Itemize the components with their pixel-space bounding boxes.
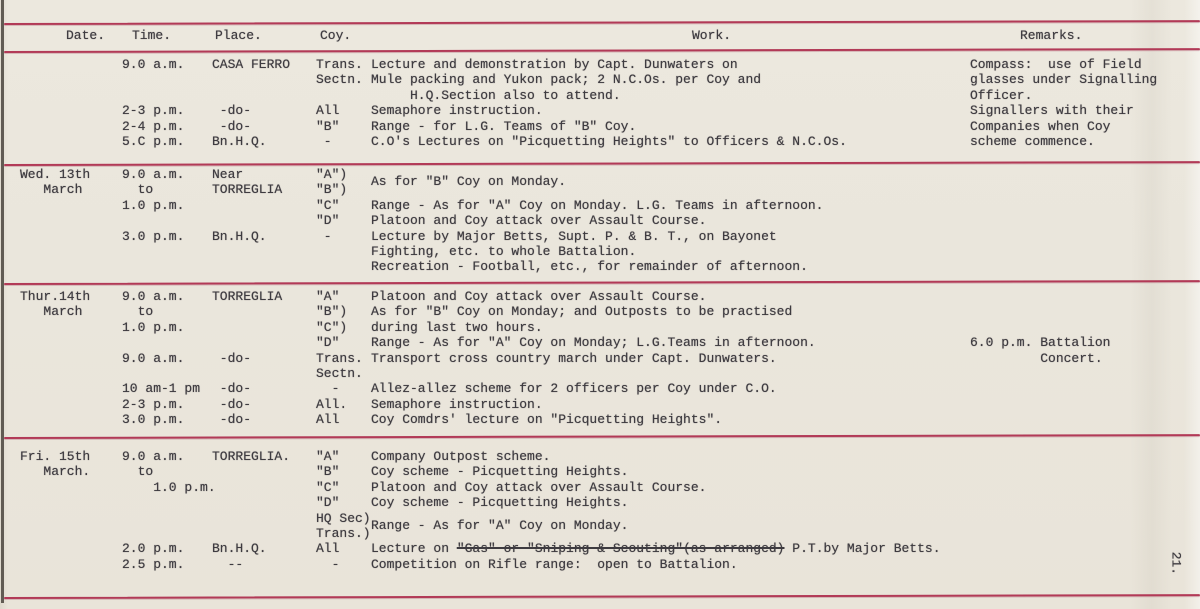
table-row	[0, 449, 1200, 464]
table-row	[0, 103, 1200, 118]
cell-coy: "D"	[316, 213, 340, 229]
table-row	[0, 119, 1200, 134]
cell-work: Coy Comdrs' lecture on "Picquetting Heights".	[371, 412, 723, 428]
cell-place: TORREGLIA.	[212, 449, 291, 464]
cell-remarks: Companies when Coy	[970, 118, 1111, 134]
table-row	[0, 526, 1200, 541]
cell-time: 2.0 p.m.	[122, 541, 185, 557]
cell-time: 1.0 p.m.	[122, 319, 185, 335]
cell-place: -do-	[212, 103, 252, 119]
cell-work: Range - As for "A" Coy on Monday. L.G. Teams in afternoon.	[371, 197, 824, 213]
red-rule-section-divider	[4, 434, 1200, 439]
cell-time: 9.0 a.m.	[122, 350, 185, 366]
cell-work: Allez-allez scheme for 2 officers per Coy under C.O.	[371, 381, 777, 397]
cell-coy: "A"	[316, 289, 340, 304]
cell-coy: All	[316, 103, 340, 119]
cell-coy: Sectn.	[316, 365, 363, 381]
cell-coy: "B"	[316, 464, 340, 480]
cell-time: 1.0 p.m.	[122, 197, 185, 213]
cell-coy: All	[316, 541, 340, 557]
cell-work: Transport cross country march under Capt. Dunwaters.	[371, 350, 777, 366]
cell-coy: "B")	[316, 304, 348, 320]
cell-coy: "C"	[316, 479, 340, 495]
cell-coy: Trans.	[316, 350, 363, 366]
cell-time: 1.0 p.m.	[122, 479, 216, 495]
cell-time: 9.0 a.m.	[122, 57, 185, 72]
cell-place: -do-	[212, 118, 252, 134]
table-row	[0, 229, 1200, 244]
cell-work: Platoon and Coy attack over Assault Course.	[371, 289, 707, 304]
cell-work: As for "B" Coy on Monday; and Outposts to be practised	[371, 304, 793, 320]
cell-coy: All	[316, 412, 340, 428]
red-rule-section-divider	[4, 161, 1200, 166]
cell-coy: -	[316, 228, 332, 244]
cell-time: 2-3 p.m.	[122, 396, 185, 412]
table-row	[0, 412, 1200, 427]
table-row	[0, 57, 1200, 72]
table-row	[0, 289, 1200, 304]
cell-coy: -	[316, 133, 332, 149]
cell-remarks: Compass: use of Field	[970, 57, 1142, 72]
table-row	[0, 480, 1200, 495]
cell-time: 2-3 p.m.	[122, 103, 185, 119]
cell-work: Coy scheme - Picquetting Heights.	[371, 464, 629, 480]
cell-remarks: glasses under Signalling	[970, 72, 1158, 88]
cell-coy: -	[316, 556, 340, 572]
cell-work: Company Outpost scheme.	[371, 449, 551, 464]
table-row	[0, 213, 1200, 228]
cell-remarks: 6.0 p.m. Battalion	[970, 335, 1111, 351]
cell-place: CASA FERRO	[212, 57, 291, 72]
cell-work: As for "B" Coy on Monday.	[371, 174, 567, 189]
cell-time: 2.5 p.m.	[122, 556, 185, 572]
table-row	[0, 495, 1200, 510]
cell-coy: "D"	[316, 335, 340, 351]
cell-time: 9.0 a.m.	[122, 449, 185, 464]
schedule-section-wed-13th	[0, 167, 1200, 275]
cell-place: -do-	[212, 350, 252, 366]
cell-place: -do-	[212, 381, 252, 397]
cell-work: during last two hours.	[371, 319, 543, 335]
cell-date: March	[20, 304, 83, 320]
table-row	[0, 182, 1200, 197]
cell-remarks: Signallers with their	[970, 103, 1134, 119]
cell-time: to	[122, 182, 154, 198]
cell-coy: "B"	[316, 118, 340, 134]
table-row	[0, 320, 1200, 335]
red-rule-section-divider	[4, 280, 1200, 285]
cell-work: Semaphore instruction.	[371, 396, 543, 412]
cell-coy: HQ Sec)	[316, 510, 371, 526]
cell-place: TORREGLIA	[212, 182, 283, 198]
table-row	[0, 557, 1200, 572]
cell-time: 3.0 p.m.	[122, 228, 185, 244]
cell-remarks: scheme commence.	[970, 133, 1095, 149]
cell-coy: Trans.)	[316, 525, 371, 541]
cell-time: 5.C p.m.	[122, 133, 185, 149]
column-header-date: Date.	[66, 28, 106, 43]
work-text: P.T.by Major Betts.	[784, 541, 941, 557]
table-header-row	[0, 28, 1200, 44]
cell-place: --	[212, 556, 244, 572]
cell-coy: "A")	[316, 167, 348, 182]
cell-coy: Trans.	[316, 57, 363, 72]
table-row	[0, 244, 1200, 259]
red-rule-header-bottom	[4, 48, 1200, 53]
cell-work: C.O's Lectures on "Picquetting Heights" to Officers & N.C.Os.	[371, 133, 847, 149]
cell-work: Lecture and demonstration by Capt. Dunwaters on	[371, 57, 738, 72]
cell-place: -do-	[212, 412, 252, 428]
cell-place: TORREGLIA	[212, 289, 283, 304]
strikethrough-text: "Gas" or "Sniping & Scouting"(as arranged)	[456, 541, 785, 557]
cell-work: Mule packing and Yukon pack; 2 N.C.Os. per Coy and	[371, 72, 762, 88]
cell-work: Range - for L.G. Teams of "B" Coy.	[371, 118, 637, 134]
cell-work: Range - As for "A" Coy on Monday; L.G.Teams in afternoon.	[371, 335, 816, 351]
table-row	[0, 304, 1200, 319]
cell-work	[371, 541, 941, 556]
cell-coy: All.	[316, 396, 348, 412]
table-row	[0, 335, 1200, 350]
schedule-section-monday-cont	[0, 57, 1200, 149]
cell-time: 9.0 a.m.	[122, 167, 185, 182]
cell-coy: Sectn.	[316, 72, 363, 88]
table-row	[0, 134, 1200, 149]
cell-coy: -	[316, 381, 340, 397]
cell-date: Thur.14th	[20, 289, 91, 304]
cell-work: Fighting, etc. to whole Battalion.	[371, 243, 637, 259]
cell-date: March.	[20, 464, 91, 480]
cell-work: Competition on Rifle range: open to Battalion.	[371, 556, 738, 572]
column-header-work: Work.	[692, 28, 732, 43]
work-text: Lecture on	[371, 541, 457, 557]
cell-time: 2-4 p.m.	[122, 118, 185, 134]
schedule-section-fri-15th	[0, 449, 1200, 572]
cell-time: to	[122, 464, 154, 480]
cell-date: Fri. 15th	[20, 449, 91, 464]
cell-work: Coy scheme - Picquetting Heights.	[371, 495, 629, 511]
column-header-coy: Coy.	[320, 28, 352, 43]
cell-coy: "A"	[316, 449, 340, 464]
red-rule-top	[4, 20, 1200, 25]
cell-coy: "C")	[316, 319, 348, 335]
cell-time: 10 am-1 pm	[122, 381, 201, 397]
table-row	[0, 72, 1200, 87]
cell-place: Bn.H.Q.	[212, 541, 267, 557]
table-row	[0, 464, 1200, 479]
cell-remarks: Officer.	[970, 87, 1033, 103]
column-header-remarks: Remarks.	[1020, 28, 1083, 43]
cell-work: Platoon and Coy attack over Assault Course.	[371, 479, 707, 495]
page-number: 21.	[1168, 551, 1184, 576]
table-row	[0, 541, 1200, 556]
cell-coy: "D"	[316, 495, 340, 511]
schedule-section-thur-14th	[0, 289, 1200, 428]
column-header-time: Time.	[132, 28, 172, 43]
cell-work: Recreation - Football, etc., for remainder of afternoon.	[371, 259, 808, 275]
cell-place: Near	[212, 167, 244, 182]
cell-remarks: Concert.	[970, 350, 1103, 366]
cell-place: Bn.H.Q.	[212, 228, 267, 244]
cell-coy: "B")	[316, 182, 348, 198]
cell-work: H.Q.Section also to attend.	[371, 87, 621, 103]
table-row	[0, 88, 1200, 103]
cell-work: Range - As for "A" Coy on Monday.	[371, 517, 629, 533]
table-row	[0, 351, 1200, 366]
cell-time: 9.0 a.m.	[122, 289, 185, 304]
cell-date: March	[20, 182, 83, 198]
cell-work: Platoon and Coy attack over Assault Course.	[371, 213, 707, 229]
table-row	[0, 198, 1200, 213]
table-row	[0, 381, 1200, 396]
column-header-place: Place.	[215, 28, 262, 43]
cell-work: Lecture by Major Betts, Supt. P. & B. T., on Bayonet	[371, 228, 777, 244]
table-row	[0, 167, 1200, 189]
cell-time: to	[122, 304, 154, 320]
cell-place: -do-	[212, 396, 252, 412]
table-row	[0, 366, 1200, 381]
cell-coy: "C"	[316, 197, 340, 213]
cell-work: Semaphore instruction.	[371, 103, 543, 119]
cell-time: 3.0 p.m.	[122, 412, 185, 428]
cell-date: Wed. 13th	[20, 167, 91, 182]
cell-place: Bn.H.Q.	[212, 133, 267, 149]
table-row	[0, 397, 1200, 412]
table-row	[0, 259, 1200, 274]
red-rule-bottom	[4, 594, 1200, 599]
